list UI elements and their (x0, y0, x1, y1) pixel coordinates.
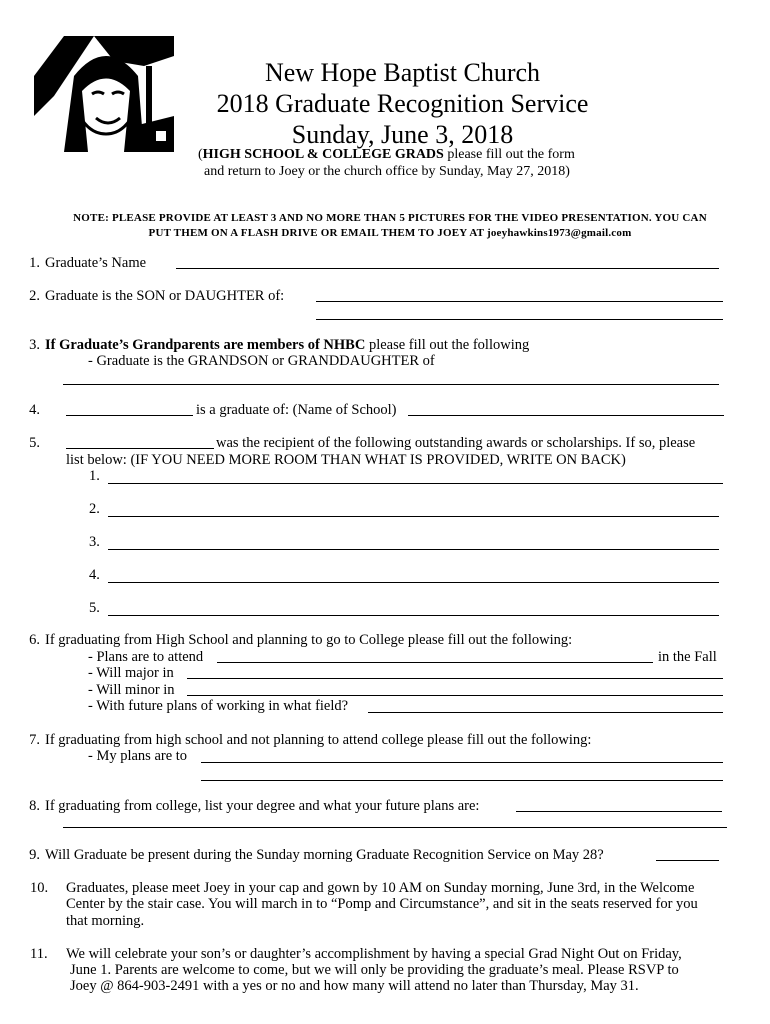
item-1: 1. Graduate’s Name (29, 255, 147, 271)
item-11-number: 11. (30, 946, 48, 962)
item-9: 9. Will Graduate be present during the Sunday morning Graduate Recognition Service on May 28? (29, 847, 604, 863)
graduate-name-4-field[interactable] (66, 415, 193, 416)
item-5: 5. (29, 435, 40, 451)
award-2-label: 2. (89, 501, 100, 517)
award-3-label: 3. (89, 534, 100, 550)
item-3-sub: - Graduate is the GRANDSON or GRANDDAUGHTER of (88, 353, 435, 369)
grads-bold: HIGH SCHOOL & COLLEGE GRADS (202, 147, 444, 162)
title-date: Sunday, June 3, 2018 (291, 120, 514, 149)
item-10-number: 10. (30, 880, 49, 896)
item-11-line1: We will celebrate your son’s or daughter’s accomplishment by having a special Grad Night Out on Friday, (66, 946, 682, 962)
item-4: 4. (29, 402, 40, 418)
item-11-line3: Joey @ 864-903-2491 with a yes or no and how many will attend no later than Thursday, May 31. (70, 978, 639, 994)
school-name-field[interactable] (408, 415, 724, 416)
award-recipient-field[interactable] (66, 448, 214, 449)
degree-field-2[interactable] (63, 827, 727, 828)
item-7: 7. If graduating from high school and not planning to attend college please fill out the following: (29, 732, 592, 748)
plans-field-2[interactable] (201, 780, 723, 781)
item-7a-label: - My plans are to (88, 748, 188, 764)
award-1-field[interactable] (108, 483, 723, 484)
degree-field[interactable] (516, 811, 722, 812)
plans-field[interactable] (201, 762, 723, 763)
award-4-label: 4. (89, 567, 100, 583)
award-1-label: 1. (89, 468, 100, 484)
item-5-text-2: list below: (IF YOU NEED MORE ROOM THAN WHAT IS PROVIDED, WRITE ON BACK) (66, 452, 626, 468)
item-2: 2. Graduate is the SON or DAUGHTER of: (29, 288, 285, 304)
award-2-field[interactable] (108, 516, 719, 517)
award-5-label: 5. (89, 600, 100, 616)
major-field[interactable] (187, 678, 723, 679)
attendance-field[interactable] (656, 860, 719, 861)
award-4-field[interactable] (108, 582, 719, 583)
item-8: 8. If graduating from college, list your degree and what your future plans are: (29, 798, 480, 814)
page-title (180, 57, 625, 150)
item-10-line1: Graduates, please meet Joey in your cap and gown by 10 AM on Sunday morning, June 3rd, in the Welcome (66, 880, 695, 896)
item-4-text: is a graduate of: (Name of School) (196, 402, 397, 418)
career-field[interactable] (368, 712, 723, 713)
parents-field-2[interactable] (316, 319, 723, 320)
item-10-line3: that morning. (66, 913, 145, 929)
item-6a-label: - Plans are to attend (88, 649, 204, 665)
title-church: New Hope Baptist Church (264, 58, 541, 87)
form-instructions: (HIGH SCHOOL & COLLEGE GRADS please fill out the form and return to Joey or the church office by Sunday, May 27, 2018) (198, 147, 575, 179)
college-field[interactable] (217, 662, 653, 663)
graduate-name-field[interactable] (176, 268, 719, 269)
item-6c-label: - Will minor in (88, 682, 175, 698)
item-10-line2: Center by the stair case. You will march in to “Pomp and Circumstance”, and sit in the seats reserved for you (66, 896, 698, 912)
award-3-field[interactable] (108, 549, 719, 550)
item-6: 6. If graduating from High School and planning to go to College please fill out the following: (29, 632, 573, 648)
award-5-field[interactable] (108, 615, 719, 616)
item-6a-end: in the Fall (658, 649, 717, 665)
grandparents-field[interactable] (63, 384, 719, 385)
picture-note: NOTE: PLEASE PROVIDE AT LEAST 3 AND NO MORE THAN 5 PICTURES FOR THE VIDEO PRESENTATION. YOU CAN PUT THEM ON A FLASH DRIVE OR EMAIL THEM TO JOEY AT joeyhawkins1973@gmail.com (73, 212, 707, 239)
graduate-photo (34, 36, 174, 152)
item-6d-label: - With future plans of working in what field? (88, 698, 349, 714)
item-3: 3. If Graduate’s Grandparents are members of NHBC please fill out the following (29, 337, 530, 353)
title-service: 2018 Graduate Recognition Service (216, 89, 589, 118)
parents-field[interactable] (316, 301, 723, 302)
item-11-line2: June 1. Parents are welcome to come, but we will only be providing the graduate’s meal. Please RSVP to (70, 962, 679, 978)
minor-field[interactable] (187, 695, 723, 696)
item-5-text: was the recipient of the following outstanding awards or scholarships. If so, please (216, 435, 696, 451)
item-6b-label: - Will major in (88, 665, 174, 681)
